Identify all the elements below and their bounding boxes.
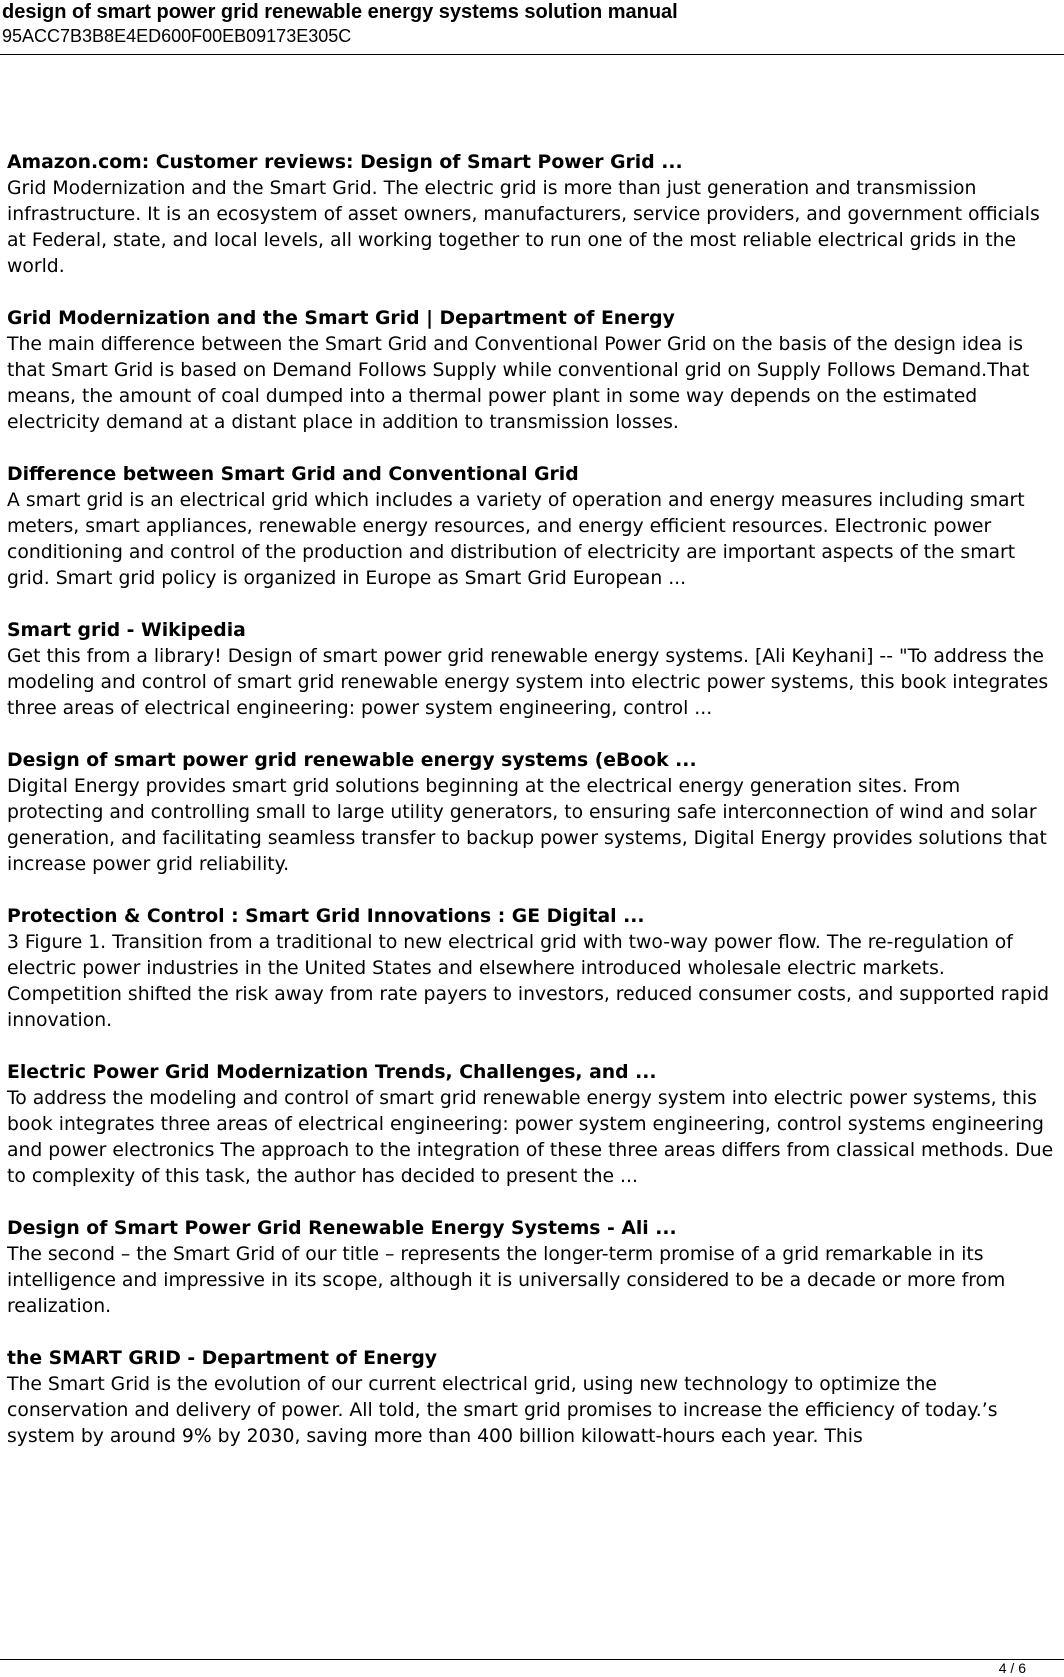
entry-body: The main difference between the Smart Grid and Conventional Power Grid on the basis of the design idea is that Smart Grid is based on Demand Follows Supply while conventional grid on Supply Follows Demand.That means, the amount of coal dumped into a thermal power plant in some way depends on the estimated electricity demand at a distant place in addition to transmission losses. bbox=[7, 334, 1030, 433]
entry-body: Grid Modernization and the Smart Grid. The electric grid is more than just generation and transmission infrastructure. It is an ecosystem of asset owners, manufacturers, service providers, and government officials at Federal, state, and local levels, all working together to run one of the most reliable electrical grids in the world. bbox=[7, 178, 1040, 277]
page-header bbox=[0, 0, 1064, 55]
entry-body: To address the modeling and control of smart grid renewable energy system into electric power systems, this book integrates three areas of electrical engineering: power system engineering, control systems engineering and power electronics The approach to the integration of these three areas differs from classical methods. Due to complexity of this task, the author has decided to present the ... bbox=[7, 1088, 1054, 1187]
entry-body: The Smart Grid is the evolution of our current electrical grid, using new technology to optimize the conservation and delivery of power. All told, the smart grid promises to increase the efficiency of today.’s system by around 9% by 2030, saving more than 400 billion kilowatt-hours each year. This bbox=[7, 1374, 998, 1447]
result-entry bbox=[7, 462, 1059, 592]
page-footer bbox=[0, 1659, 1064, 1677]
entry-body: Digital Energy provides smart grid solutions beginning at the electrical energy generation sites. From protecting and controlling small to large utility generators, to ensuring safe interconnection of wind and solar generation, and facilitating seamless transfer to backup power systems, Digital Energy provides solutions that increase power grid reliability. bbox=[7, 776, 1047, 875]
result-entry bbox=[7, 150, 1059, 280]
entry-title: Difference between Smart Grid and Conventional Grid bbox=[7, 464, 579, 485]
result-entry bbox=[7, 904, 1059, 1034]
entry-body: The second – the Smart Grid of our title – represents the longer-term promise of a grid remarkable in its intelligence and impressive in its scope, although it is universally considered to be a decade or more from realization. bbox=[7, 1244, 1006, 1317]
entry-body: Get this from a library! Design of smart power grid renewable energy systems. [Ali Keyhani] -- "To address the modeling and control of smart grid renewable energy system into electric power systems, this book integrates three areas of electrical engineering: power system engineering, control ... bbox=[7, 646, 1049, 719]
result-entry bbox=[7, 748, 1059, 878]
entry-title: Protection & Control : Smart Grid Innovations : GE Digital ... bbox=[7, 906, 645, 927]
page-number: 4 / 6 bbox=[998, 1660, 1026, 1676]
result-entry bbox=[7, 618, 1059, 722]
result-entry bbox=[7, 306, 1059, 436]
result-entry bbox=[7, 1346, 1059, 1450]
entry-title: Smart grid - Wikipedia bbox=[7, 620, 246, 641]
entry-body: A smart grid is an electrical grid which includes a variety of operation and energy measures including smart meters, smart appliances, renewable energy resources, and energy efficient resources. Electronic power conditioning and control of the production and distribution of electricity are important aspects of the smart grid. Smart grid policy is organized in Europe as Smart Grid European ... bbox=[7, 490, 1025, 589]
entry-body: 3 Figure 1. Transition from a traditional to new electrical grid with two-way power flow. The re-regulation of electric power industries in the United States and elsewhere introduced wholesale electric markets. Competition shifted the risk away from rate payers to investors, reduced consumer costs, and supported rapid innovation. bbox=[7, 932, 1050, 1031]
entry-title: Grid Modernization and the Smart Grid | Department of Energy bbox=[7, 308, 675, 329]
entry-title: the SMART GRID - Department of Energy bbox=[7, 1348, 438, 1369]
document-title: design of smart power grid renewable energy systems solution manual bbox=[2, 1, 678, 23]
entry-title: Electric Power Grid Modernization Trends, Challenges, and ... bbox=[7, 1062, 657, 1083]
entry-title: Design of Smart Power Grid Renewable Energy Systems - Ali ... bbox=[7, 1218, 677, 1239]
entry-title: Design of smart power grid renewable energy systems (eBook ... bbox=[7, 750, 697, 771]
result-entry bbox=[7, 1060, 1059, 1190]
document-body bbox=[7, 150, 1059, 1476]
document-id: 95ACC7B3B8E4ED600F00EB09173E305C bbox=[2, 26, 352, 46]
entry-title: Amazon.com: Customer reviews: Design of Smart Power Grid ... bbox=[7, 152, 683, 173]
result-entry bbox=[7, 1216, 1059, 1320]
